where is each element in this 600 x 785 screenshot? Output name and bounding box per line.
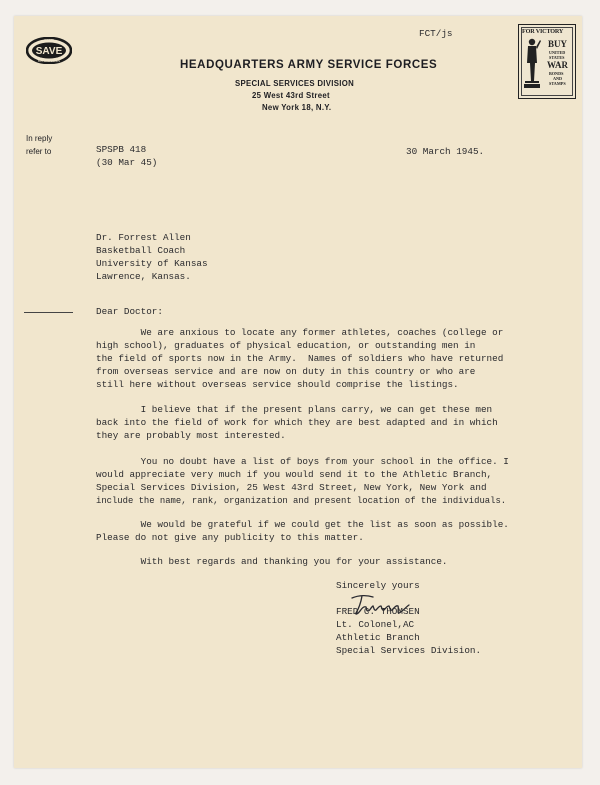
stamp-buy: BUY — [548, 39, 568, 49]
body-line: from overseas service and are now on duty in this country or who are — [96, 366, 476, 377]
body-line: We are anxious to locate any former athletes, coaches (college or — [96, 327, 504, 338]
save-stamp-logo — [26, 37, 72, 64]
stamp-bonds: BONDS — [549, 71, 564, 76]
addressee-line: Dr. Forrest Allen — [96, 232, 191, 243]
signer-branch: Athletic Branch — [336, 632, 420, 643]
salutation: Dear Doctor: — [96, 306, 163, 317]
signer-rank: Lt. Colonel,AC — [336, 619, 415, 630]
stamp-united: UNITED — [549, 50, 566, 55]
letterhead-division: SPECIAL SERVICES DIVISION — [235, 79, 354, 88]
stamp-stamps: STAMPS — [549, 81, 566, 86]
body-line: would appreciate very much if you would send it to the Athletic Branch, — [96, 469, 493, 480]
letter-date: 30 March 1945. — [406, 146, 485, 157]
save-ring-bottom: BUY WAR BONDS — [38, 60, 60, 64]
body-line: I believe that if the present plans carry, we can get these men — [96, 404, 493, 415]
addressee-line: University of Kansas — [96, 258, 208, 269]
stamp-top-text: FOR VICTORY — [522, 28, 564, 35]
reference-date: (30 Mar 45) — [96, 157, 158, 168]
addressee-line: Lawrence, Kansas. — [96, 271, 191, 282]
signer-name: FRED C. THOMSEN — [336, 606, 420, 617]
stamp-and: AND — [553, 76, 563, 81]
body-line: high school), graduates of physical education, or outstanding men in — [96, 340, 476, 351]
letter-page — [14, 16, 582, 768]
closing: Sincerely yours — [336, 580, 420, 591]
body-line: still here without overseas service should comprise the listings. — [96, 379, 459, 390]
body-line: Special Services Division, 25 West 43rd Street, New York, New York and — [96, 482, 487, 493]
letterhead-city: New York 18, N.Y. — [262, 103, 332, 112]
stamp-war: WAR — [547, 60, 569, 70]
save-ring-top: WASTE — [44, 38, 54, 43]
margin-rule-divider — [24, 312, 73, 313]
letterhead-street: 25 West 43rd Street — [252, 91, 330, 100]
body-line: We would be grateful if we could get the list as soon as possible. — [96, 519, 509, 530]
reply-label-2: refer to — [26, 147, 52, 156]
save-stamp-text: SAVE — [35, 46, 63, 58]
addressee-line: Basketball Coach — [96, 245, 186, 256]
body-line: include the name, rank, organization and present location of the individuals. — [96, 496, 507, 506]
body-line: back into the field of work for which they are best adapted and in which — [96, 417, 498, 428]
minuteman-figure-icon — [522, 37, 542, 89]
reply-label-1: In reply — [26, 134, 53, 143]
war-bond-stamp — [518, 24, 576, 99]
body-line: With best regards and thanking you for your assistance. — [96, 556, 448, 567]
typist-initials: FCT/js — [419, 28, 453, 39]
body-line: Please do not give any publicity to this matter. — [96, 532, 364, 543]
body-line: the field of sports now in the Army. Names of soldiers who have returned — [96, 353, 504, 364]
stamp-states: STATES — [549, 55, 565, 60]
signer-division: Special Services Division. — [336, 645, 482, 656]
reference-number: SPSPB 418 — [96, 144, 147, 155]
body-line: they are probably most interested. — [96, 430, 286, 441]
letterhead-org: HEADQUARTERS ARMY SERVICE FORCES — [180, 59, 438, 71]
body-line: You no doubt have a list of boys from your school in the office. I — [96, 456, 509, 467]
